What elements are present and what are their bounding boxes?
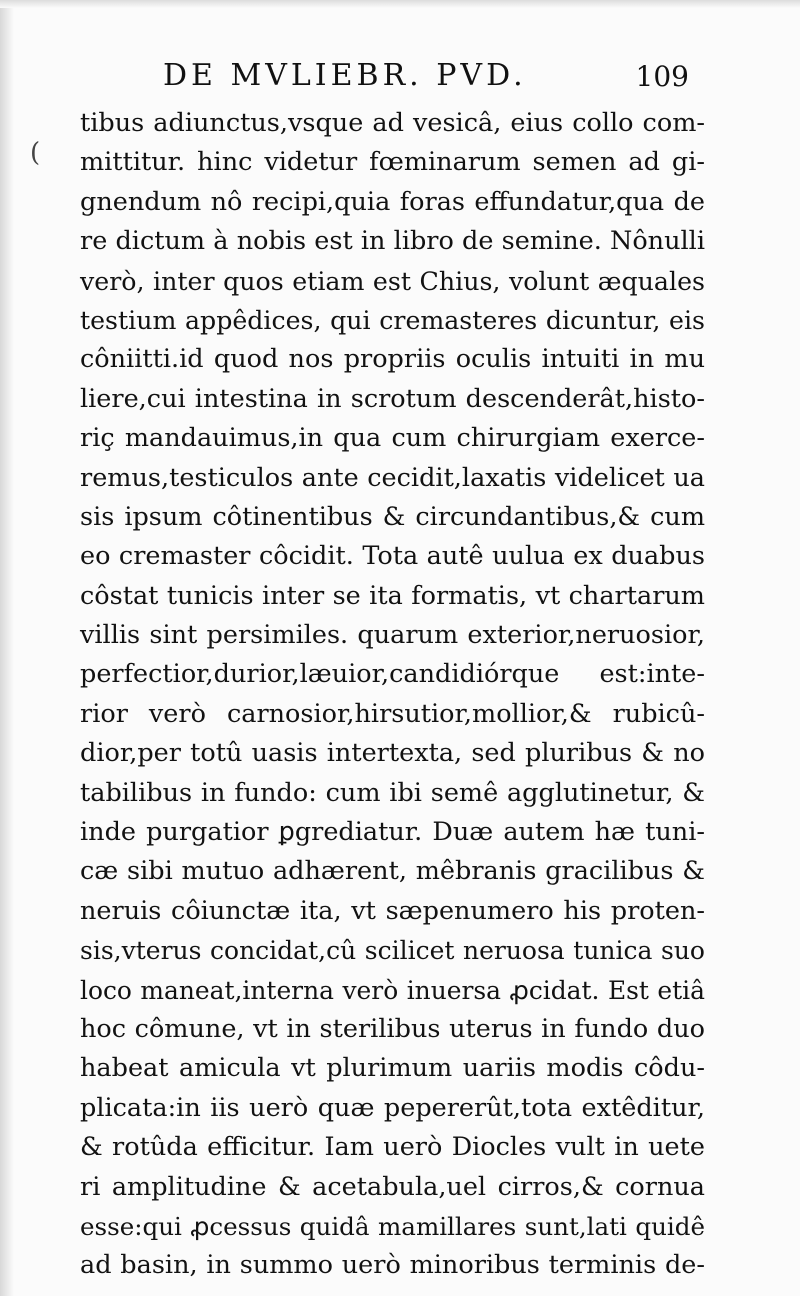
text-line: sis,vterus concidat,cû scilicet neruosa tunica suo <box>80 936 705 966</box>
text-line: esse:qui ꝓcessus quidâ mamillares sunt,lati quidê <box>80 1211 705 1241</box>
text-line: plicata:in iis uerò quæ pepererût,tota extêditur, <box>80 1092 705 1123</box>
text-line: remus,testiculos ante cecidit,laxatis videlicet ua <box>80 462 705 493</box>
text-line: hoc cômune, vt in sterilibus uterus in fundo duo <box>80 1013 705 1044</box>
gutter-mark: ( <box>30 138 41 168</box>
text-line: riç mandauimus,in qua cum chirurgiam exerce- <box>80 423 705 454</box>
text-line: tibus adiunctus,vsque ad vesicâ, eius collo com- <box>80 108 705 138</box>
running-title: DE MVLIEBR. PVD. <box>163 58 527 93</box>
text-line: sis ipsum côtinentibus & circundantibus,& cum <box>80 501 705 532</box>
text-line: neruis côiunctæ ita, vt sæpenumero his proten- <box>80 895 705 926</box>
body-text <box>80 104 705 1286</box>
text-line: perfectior,durior,læuior,candidiórque est:inte- <box>80 659 705 690</box>
text-line: villis sint persimiles. quarum exterior,neruosior, <box>80 620 705 651</box>
text-line: habeat amicula vt plurimum uariis modis côdu- <box>80 1053 705 1084</box>
top-edge-shadow <box>0 0 800 8</box>
text-line: loco maneat,interna verò inuersa ꝓcidat. Est etiâ <box>80 975 705 1005</box>
text-line: testium appêdices, qui cremasteres dicuntur, eis <box>80 305 705 335</box>
text-line: inde purgatior ꝑgrediatur. Duæ autem hæ tuni- <box>80 817 705 848</box>
text-line: eo cremaster côcidit. Tota autê uulua ex duabus <box>80 541 705 572</box>
text-line: ri amplitudine & acetabula,uel cirros,& cornua <box>80 1171 705 1202</box>
text-line: ad basin, in summo uerò minoribus terminis de- <box>80 1250 705 1281</box>
text-line: & rotûda efficitur. Iam uerò Diocles vult in uete <box>80 1132 705 1163</box>
text-line: côniitti.id quod nos propriis oculis intuiti in mu <box>80 344 705 375</box>
text-line: côstat tunicis inter se ita formatis, vt chartarum <box>80 580 705 611</box>
text-line: rior verò carnosior,hirsutior,mollior,& rubicû- <box>80 698 705 729</box>
text-line: dior,per totû uasis intertexta, sed pluribus & no <box>80 738 705 769</box>
text-line: verò, inter quos etiam est Chius, volunt æquales <box>80 266 705 296</box>
binding-shadow <box>0 0 14 1296</box>
running-head <box>163 58 703 102</box>
text-line: liere,cui intestina in scrotum descenderât,histo- <box>80 383 705 414</box>
text-line: gnendum nô recipi,quia foras effundatur,qua de <box>80 186 705 217</box>
text-line: tabilibus in fundo: cum ibi semê agglutinetur, & <box>80 777 705 808</box>
text-line: mittitur. hinc videtur fœminarum semen ad gi- <box>80 147 705 178</box>
text-line: re dictum à nobis est in libro de semine. Nônulli <box>80 226 705 257</box>
text-line: cæ sibi mutuo adhærent, mêbranis gracilibus & <box>80 856 705 887</box>
page-number: 109 <box>635 60 689 93</box>
